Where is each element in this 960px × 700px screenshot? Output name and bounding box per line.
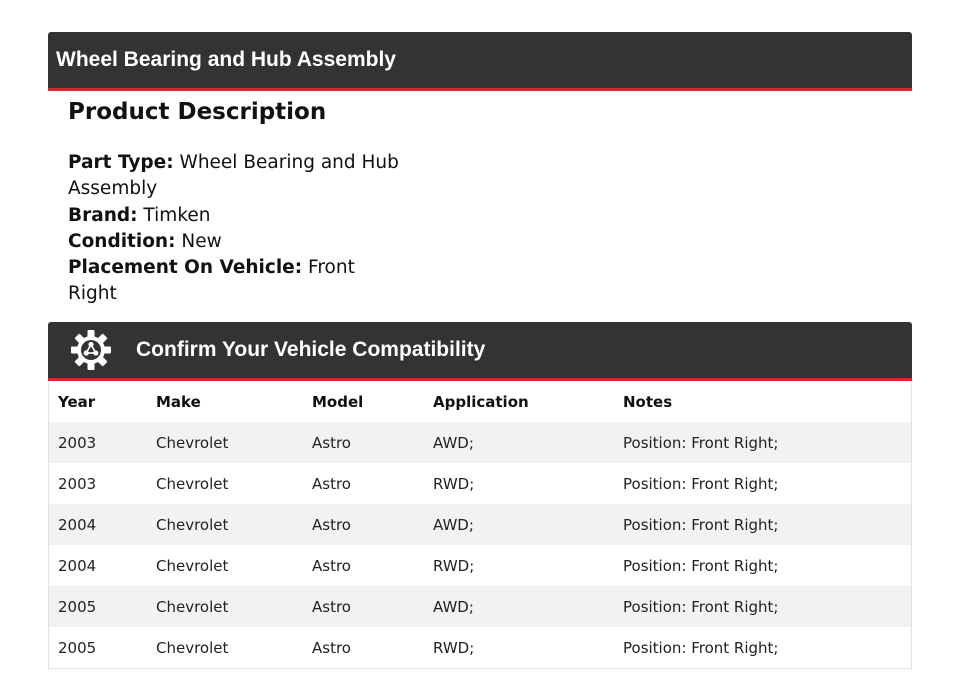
cell-make: Chevrolet xyxy=(156,433,229,452)
cell-notes: Position: Front Right; xyxy=(623,433,779,452)
spec-label: Part Type: xyxy=(68,152,174,173)
cell-make: Chevrolet xyxy=(156,597,229,616)
cell-make: Chevrolet xyxy=(156,556,229,575)
compatibility-title: Confirm Your Vehicle Compatibility xyxy=(136,338,486,361)
cell-notes: Position: Front Right; xyxy=(623,556,779,575)
column-header-application: Application xyxy=(433,392,529,411)
cell-make: Chevrolet xyxy=(156,515,229,534)
spec-value: New xyxy=(181,230,222,252)
cell-model: Astro xyxy=(312,638,351,657)
cell-model: Astro xyxy=(312,556,351,575)
spec-placement xyxy=(68,255,408,308)
cell-application: AWD; xyxy=(433,433,474,452)
spec-condition xyxy=(68,229,408,255)
spec-value: Wheel Bearing and Hub Assembly xyxy=(68,152,399,200)
compatibility-title-bar xyxy=(48,322,912,381)
cell-year: 2005 xyxy=(58,638,97,657)
cell-application: RWD; xyxy=(433,638,475,657)
cell-notes: Position: Front Right; xyxy=(623,515,779,534)
cell-application: AWD; xyxy=(433,515,474,534)
compatibility-table xyxy=(48,381,912,669)
cell-year: 2003 xyxy=(58,433,97,452)
product-title-bar xyxy=(48,32,912,91)
description-heading: Product Description xyxy=(68,99,327,125)
table-row xyxy=(49,463,911,504)
table-row xyxy=(49,422,911,463)
spec-label: Placement On Vehicle: xyxy=(68,257,303,279)
table-header-row xyxy=(49,381,911,422)
table-row xyxy=(49,504,911,545)
product-title: Wheel Bearing and Hub Assembly xyxy=(56,48,396,71)
cell-year: 2004 xyxy=(58,556,97,575)
cell-application: RWD; xyxy=(433,474,475,493)
cell-year: 2004 xyxy=(58,515,97,534)
cell-model: Astro xyxy=(312,474,351,493)
cell-model: Astro xyxy=(312,515,351,534)
cell-model: Astro xyxy=(312,597,351,616)
table-row xyxy=(49,545,911,586)
column-header-year: Year xyxy=(58,392,96,411)
cell-year: 2005 xyxy=(58,597,97,616)
spec-value: Timken xyxy=(143,204,211,226)
spec-list xyxy=(68,150,408,308)
table-row xyxy=(49,627,911,668)
cell-notes: Position: Front Right; xyxy=(623,474,779,493)
table-row xyxy=(49,586,911,627)
product-description xyxy=(68,96,408,308)
spec-brand xyxy=(68,203,408,229)
cell-make: Chevrolet xyxy=(156,474,229,493)
cell-make: Chevrolet xyxy=(156,638,229,657)
cell-year: 2003 xyxy=(58,474,97,493)
cell-model: Astro xyxy=(312,433,351,452)
spec-label: Condition: xyxy=(68,230,176,252)
column-header-notes: Notes xyxy=(623,392,673,411)
cell-application: AWD; xyxy=(433,597,474,616)
cell-application: RWD; xyxy=(433,556,475,575)
spec-value: Front Right xyxy=(68,257,355,305)
spec-label: Brand: xyxy=(68,204,138,226)
spec-part-type xyxy=(68,150,408,203)
column-header-model: Model xyxy=(312,392,364,411)
cell-notes: Position: Front Right; xyxy=(623,597,779,616)
column-header-make: Make xyxy=(156,392,201,411)
gear-icon xyxy=(70,329,112,371)
cell-notes: Position: Front Right; xyxy=(623,638,779,657)
